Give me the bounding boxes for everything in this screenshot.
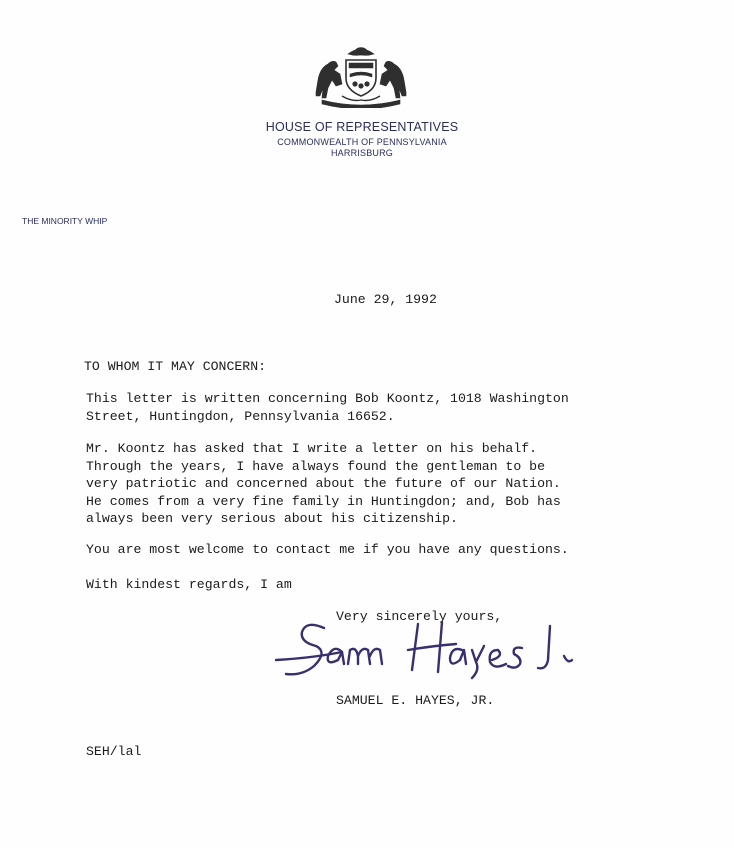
- paragraph-line: He comes from a very fine family in Huntingdon; and, Bob has: [86, 493, 561, 509]
- paragraph-line: very patriotic and concerned about the future of our Nation.: [86, 476, 561, 491]
- letter-paragraph-4: With kindest regards, I am: [86, 577, 292, 592]
- paragraph-line: Through the years, I have always found the gentleman to be: [86, 458, 545, 474]
- letter-paragraph-3: You are most welcome to contact me if you have any questions.: [86, 542, 569, 557]
- letterhead-city: HARRISBURG: [330, 148, 393, 158]
- paragraph-line: Street, Huntingdon, Pennsylvania 16652.: [86, 408, 395, 424]
- pennsylvania-coat-of-arms-icon: [308, 44, 414, 108]
- letter-date: June 29, 1992: [334, 292, 437, 307]
- letter-salutation: TO WHOM IT MAY CONCERN:: [84, 359, 267, 374]
- letter-closing: Very sincerely yours,: [336, 609, 503, 624]
- typist-initials: SEH/lal: [86, 744, 142, 759]
- letter-paragraph-1: [86, 390, 569, 425]
- signer-name: SAMUEL E. HAYES, JR.: [336, 693, 495, 708]
- paragraph-line: Mr. Koontz has asked that I write a letter on his behalf.: [86, 441, 538, 456]
- letterhead-org-name: HOUSE OF REPRESENTATIVES: [265, 120, 459, 134]
- handwritten-signature: [272, 616, 608, 688]
- paragraph-line: always been very serious about his citizenship.: [86, 511, 458, 526]
- letterhead-commonwealth: COMMONWEALTH OF PENNSYLVANIA: [277, 137, 447, 147]
- paragraph-line: This letter is written concerning Bob Koontz, 1018 Washington: [86, 391, 569, 406]
- letterhead-office-title: THE MINORITY WHIP: [22, 216, 108, 226]
- letter-paragraph-2: [86, 440, 561, 528]
